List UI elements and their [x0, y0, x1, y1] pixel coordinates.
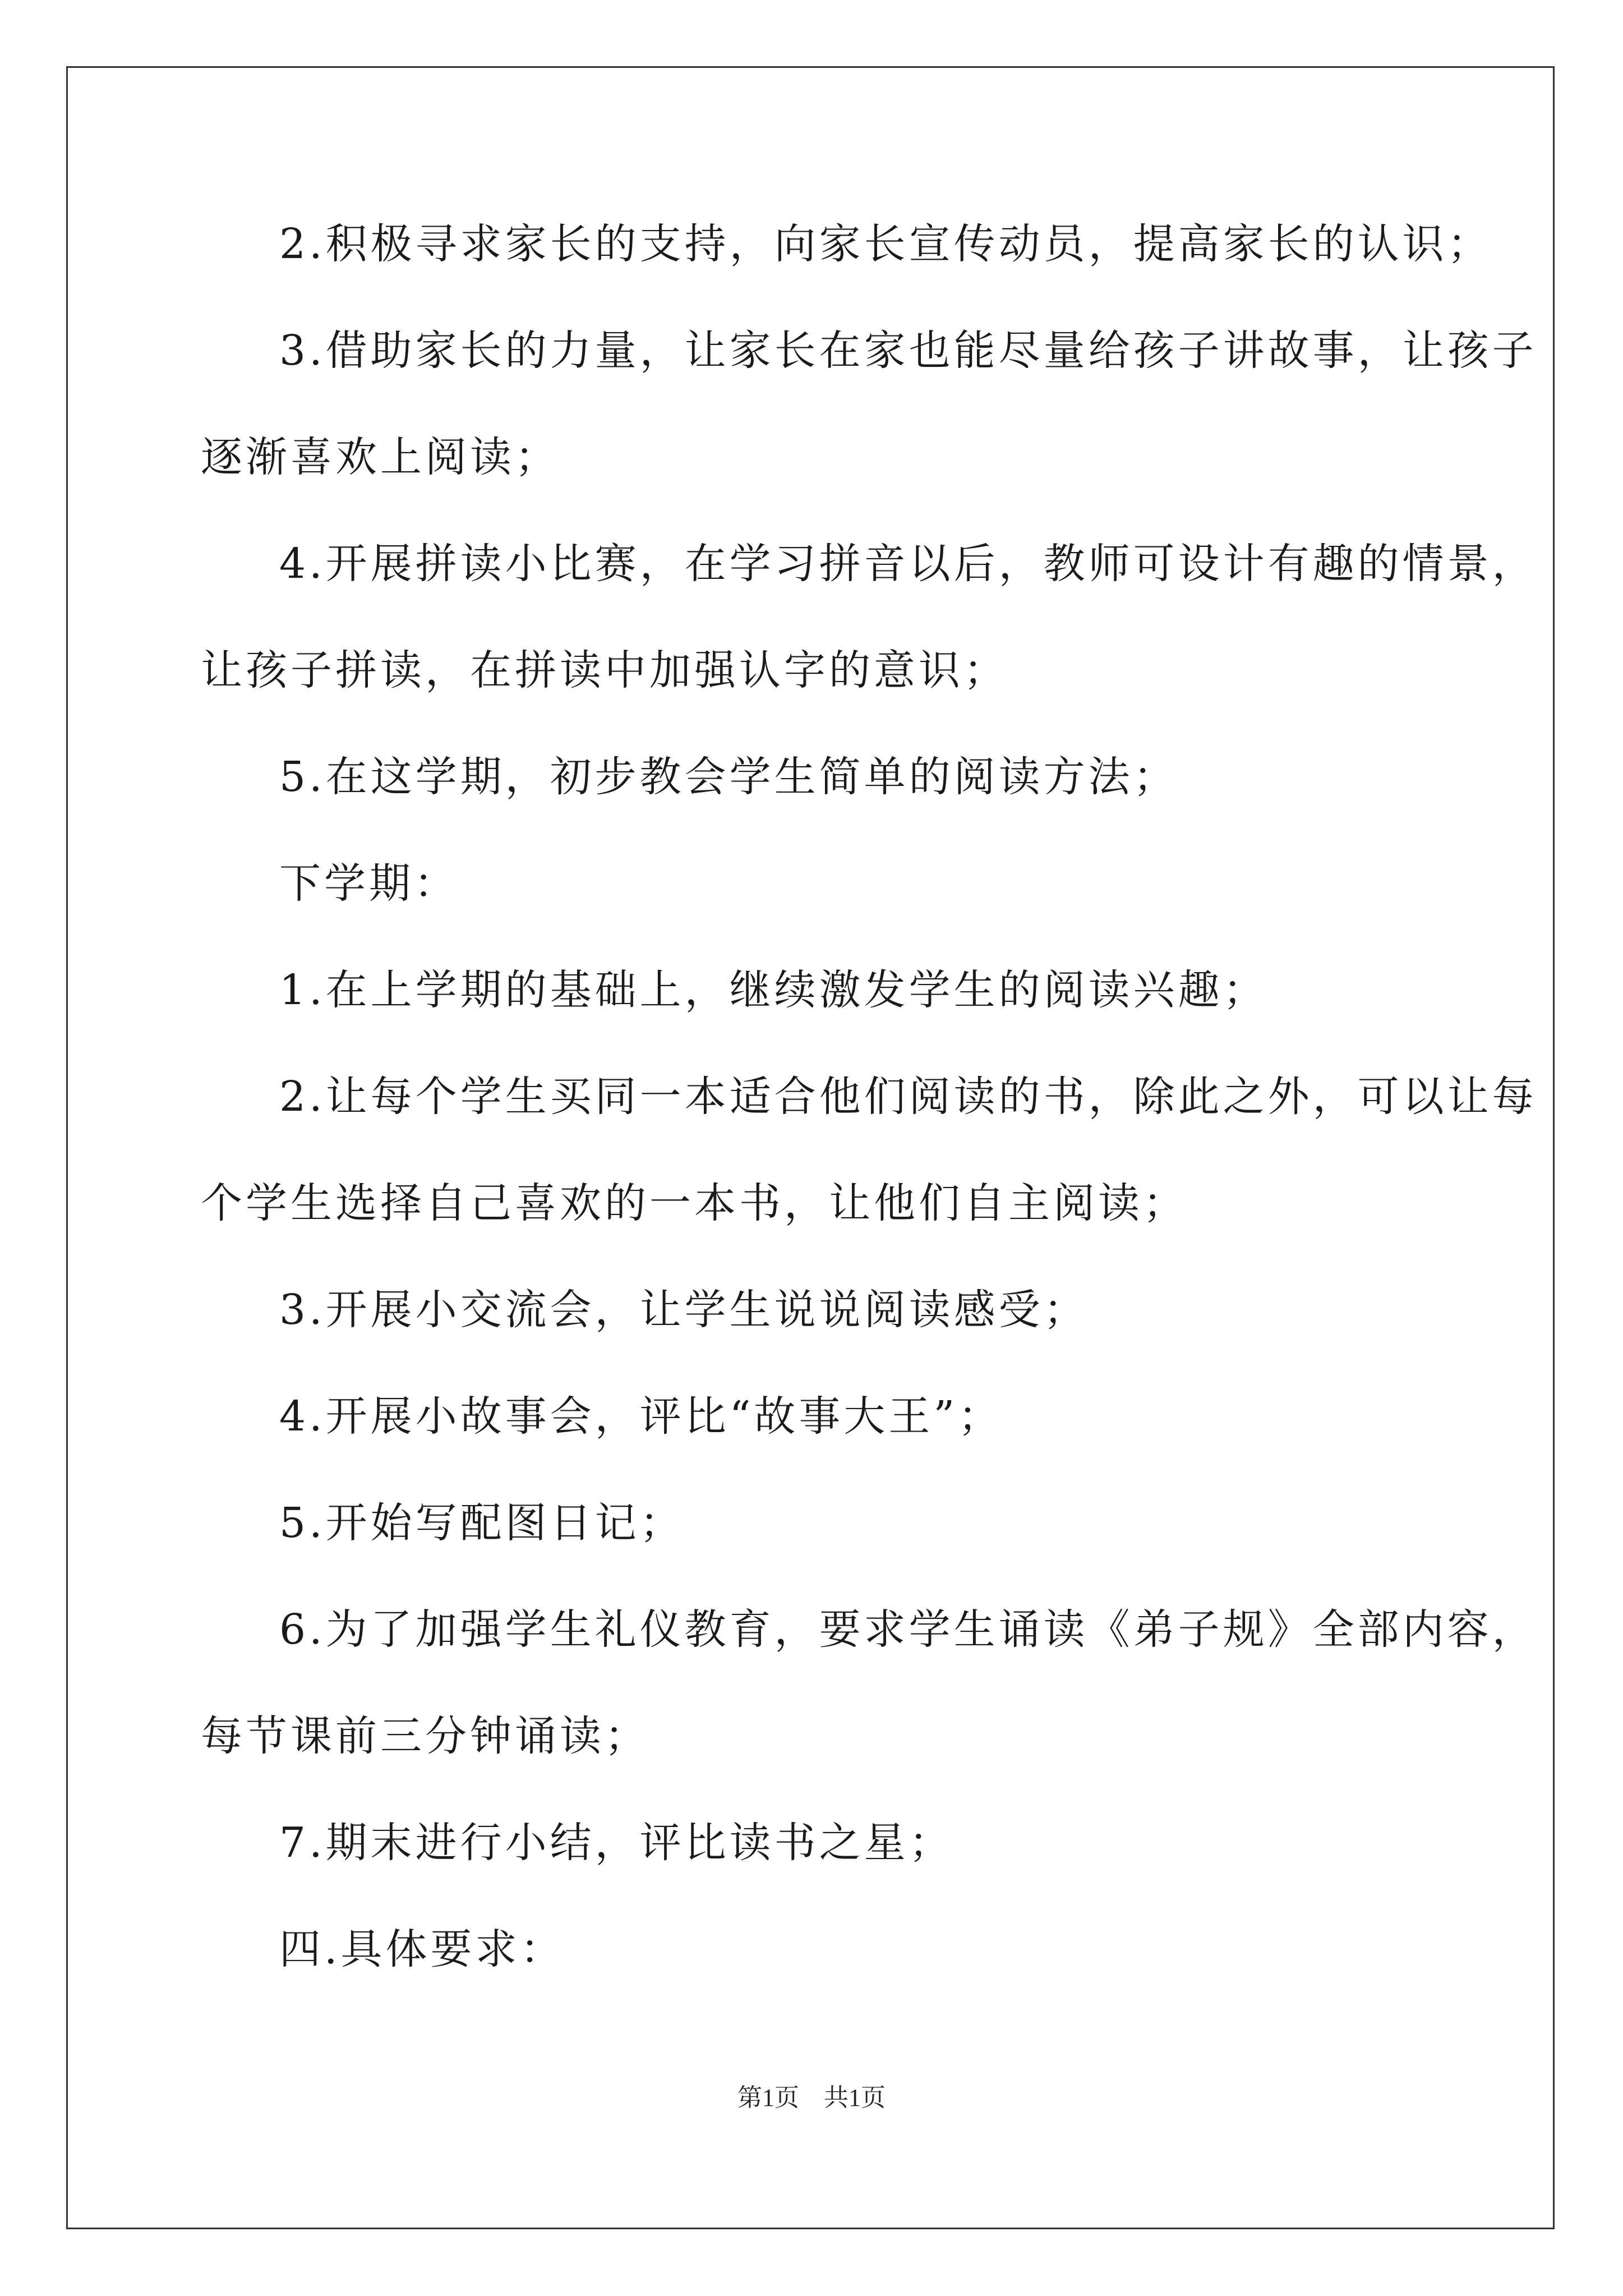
paragraph-line: 4.开展小故事会，评比“故事大王”； [279, 1392, 1003, 1441]
paragraph-line: 让孩子拼读，在拼读中加强认字的意识； [201, 646, 1008, 694]
paragraph-line: 个学生选择自己喜欢的一本书，让他们自主阅读； [201, 1179, 1188, 1227]
paragraph-line: 2.让每个学生买同一本适合他们阅读的书，除此之外，可以让每 [279, 1073, 1537, 1121]
paragraph-line: 5.在这学期，初步教会学生简单的阅读方法； [279, 753, 1178, 801]
paragraph-line: 6.为了加强学生礼仪教育，要求学生诵读《弟子规》全部内容， [279, 1605, 1537, 1654]
page-number-footer: 第1页 共1页 [737, 2084, 886, 2111]
paragraph-line: 2.积极寻求家长的支持，向家长宣传动员，提高家长的认识； [279, 220, 1492, 268]
paragraph-line: 7.期末进行小结，评比读书之星； [279, 1819, 954, 1867]
paragraph-line: 3.开展小交流会，让学生说说阅读感受； [279, 1286, 1089, 1334]
paragraph-line: 4.开展拼读小比赛，在学习拼音以后，教师可设计有趣的情景， [279, 540, 1537, 588]
paragraph-line: 5.开始写配图日记； [279, 1499, 685, 1547]
paragraph-line: 3.借助家长的力量，让家长在家也能尽量给孩子讲故事，让孩子 [279, 326, 1537, 375]
section-heading: 下学期： [279, 859, 459, 908]
section-heading: 四.具体要求： [279, 1925, 565, 1973]
paragraph-line: 逐渐喜欢上阅读； [201, 433, 560, 481]
paragraph-line: 每节课前三分钟诵读； [201, 1712, 649, 1760]
paragraph-line: 1.在上学期的基础上，继续激发学生的阅读兴趣； [279, 966, 1268, 1014]
page-border [66, 66, 1555, 2229]
